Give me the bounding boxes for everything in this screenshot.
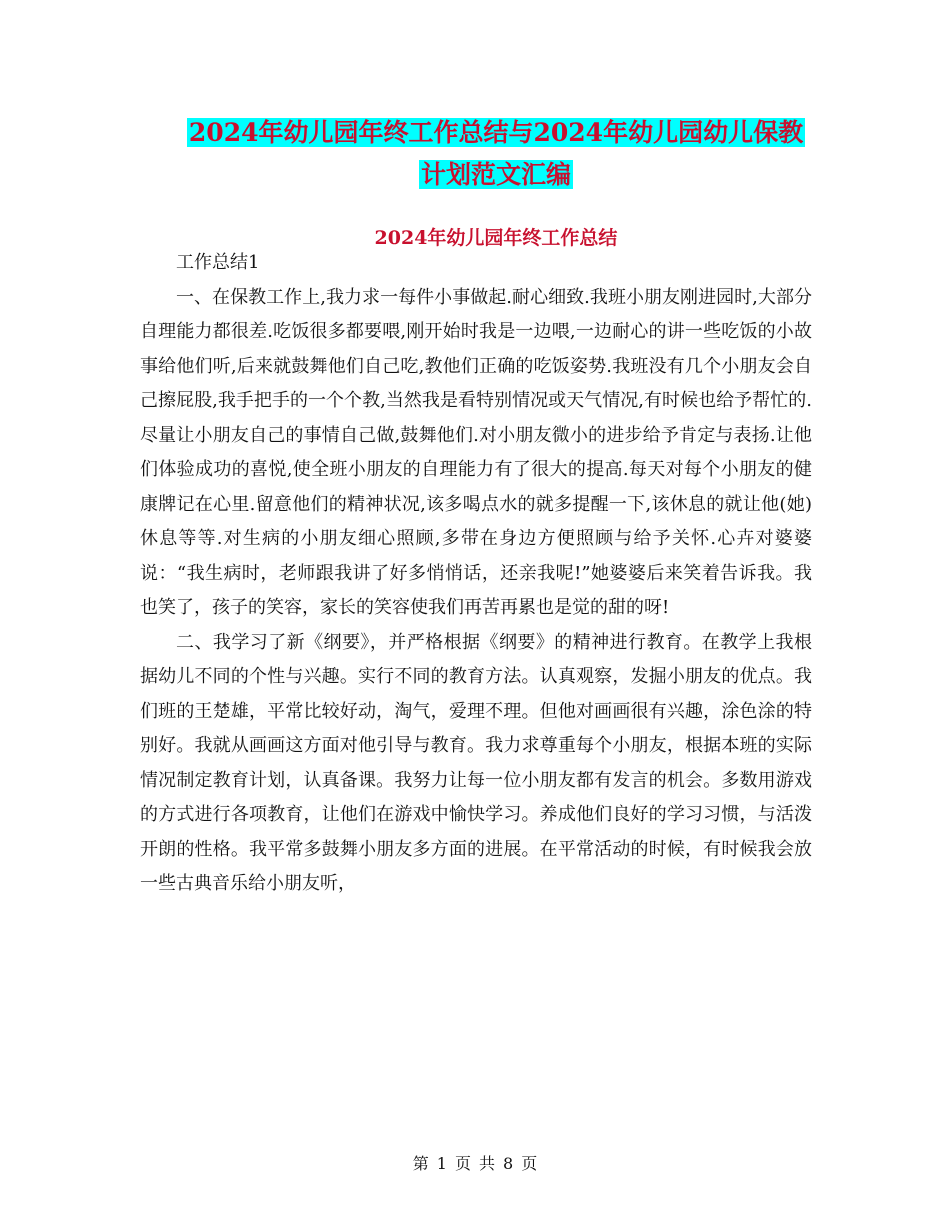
footer-label-total: 共 <box>479 1154 496 1173</box>
document-body <box>140 246 812 902</box>
paragraph-2: 二、我学习了新《纲要》，并严格根据《纲要》的精神进行教育。在教学上我根据幼儿不同的个性与兴趣。实行不同的教育方法。认真观察，发掘小朋友的优点。我们班的王楚雄，平常比较好动，淘气，爱理不理。但他对画画很有兴趣，涂色涂的特别好。我就从画画这方面对他引导与教育。我力求尊重每个小朋友，根据本班的实际情况制定教育计划，认真备课。我努力让每一位小朋友都有发言的机会。多数用游戏的方式进行各项教育，让他们在游戏中愉快学习。养成他们良好的学习习惯，与活泼开朗的性格。我平常多鼓舞小朋友多方面的进展。在平常活动的时候，有时候我会放一些古典音乐给小朋友听， <box>140 631 812 894</box>
page-footer <box>0 1152 950 1176</box>
subheading: 工作总结1 <box>176 252 260 273</box>
footer-current-page: 1 <box>436 1154 447 1173</box>
document-title-line-2: 计划范文汇编 <box>420 160 571 189</box>
footer-label-page: 第 <box>412 1154 429 1173</box>
footer-label-unit-2: 页 <box>521 1154 538 1173</box>
document-title-line-1: 2024年幼儿园年终工作总结与2024年幼儿园幼儿保教 <box>188 118 804 147</box>
paragraph-1: 一、在保教工作上,我力求一每件小事做起.耐心细致.我班小朋友刚进园时,大部分自理能力都很差.吃饭很多都要喂,刚开始时我是一边喂,一边耐心的讲一些吃饭的小故事给他们听,后来就鼓舞他们自己吃,教他们正确的吃饭姿势.我班没有几个小朋友会自己擦屁股,我手把手的一个个教,当然我是看特别情况或天气情况,有时候也给予帮忙的.尽量让小朋友自己的事情自己做,鼓舞他们.对小朋友微小的进步给予肯定与表扬.让他们体验成功的喜悦,使全班小朋友的自理能力有了很大的提高.每天对每个小朋友的健康牌记在心里.留意他们的精神状况,该多喝点水的就多提醒一下,该休息的就让他(她)休息等等.对生病的小朋友细心照顾,多带在身边方便照顾与给予关怀.心卉对婆婆说：“我生病时，老师跟我讲了好多悄悄话，还亲我呢!”她婆婆后来笑着告诉我。我也笑了，孩子的笑容，家长的笑容使我们再苦再累也是觉的甜的呀! <box>140 286 812 618</box>
footer-label-unit: 页 <box>454 1154 471 1173</box>
footer-total-pages: 8 <box>503 1154 514 1173</box>
section-heading: 2024年幼儿园年终工作总结 <box>374 227 618 249</box>
document-title <box>140 112 852 196</box>
